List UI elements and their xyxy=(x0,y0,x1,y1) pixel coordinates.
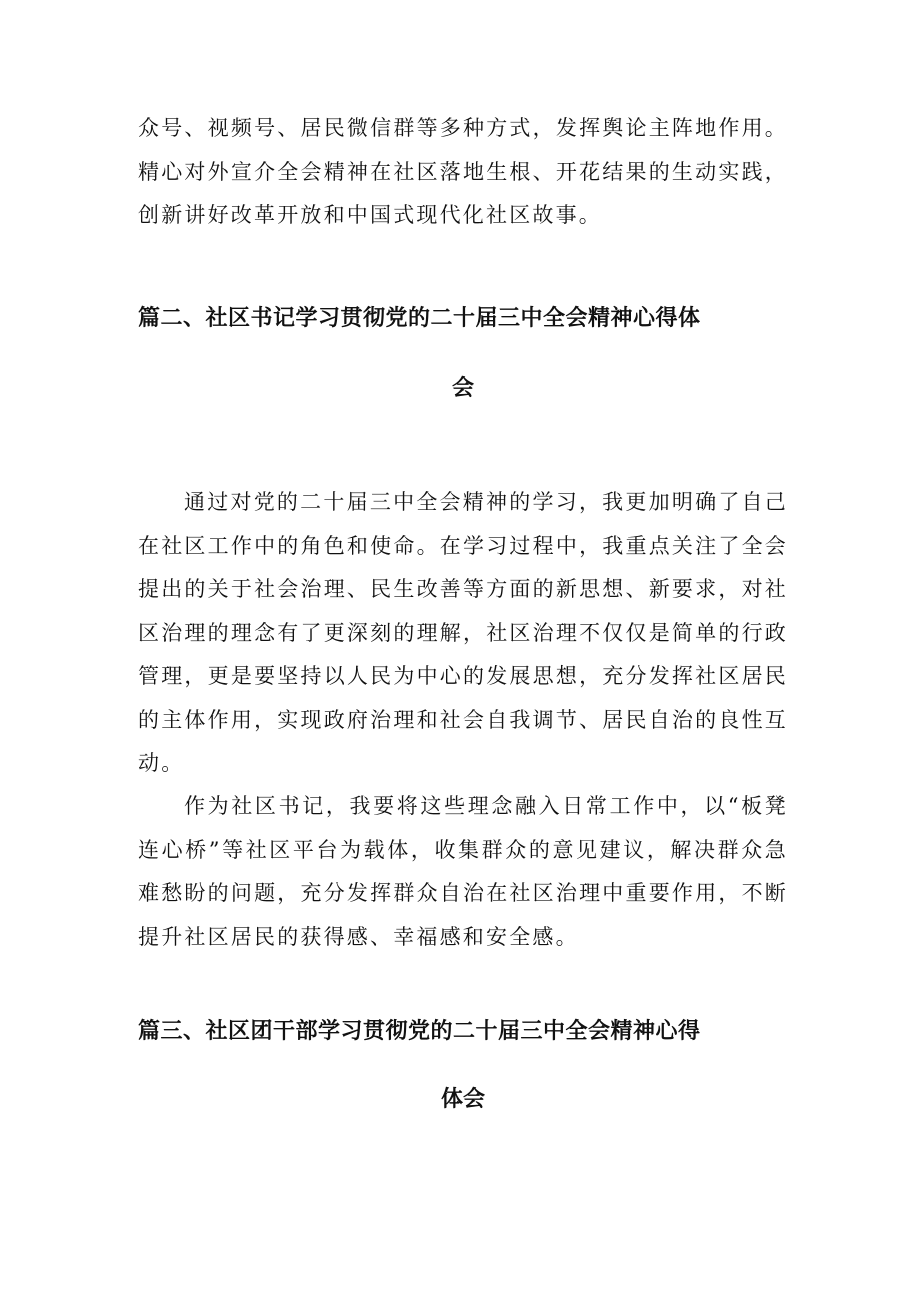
section2-paragraph-2: 作为社区书记，我要将这些理念融入日常工作中，以“板凳连心桥”等社区平台为载体，收集群众的意见建议，解决群众急难愁盼的问题，充分发挥群众自治在社区治理中重要作用，不断提升社区居民的获得感、幸福感和安全感。 xyxy=(138,794,788,949)
section2-title-continuation: 会 xyxy=(451,376,474,401)
top-paragraph: 众号、视频号、居民微信群等多种方式，发挥舆论主阵地作用。精心对外宣介全会精神在社区落地生根、开花结果的生动实践，创新讲好改革开放和中国式现代化社区故事。 xyxy=(138,116,788,227)
section2-title: 篇二、社区书记学习贯彻党的二十届三中全会精神心得体 xyxy=(138,306,701,331)
section2-paragraph-1: 通过对党的二十届三中全会精神的学习，我更加明确了自己在社区工作中的角色和使命。在学习过程中，我重点关注了全会提出的关于社会治理、民生改善等方面的新思想、新要求，对社区治理的理念有了更深刻的理解，社区治理不仅仅是简单的行政管理，更是要坚持以人民为中心的发展思想，充分发挥社区居民的主体作用，实现政府治理和社会自我调节、居民自治的良性互动。 xyxy=(138,490,788,775)
section3-title: 篇三、社区团干部学习贯彻党的二十届三中全会精神心得 xyxy=(138,1019,701,1044)
section3-title-continuation: 体会 xyxy=(440,1087,485,1112)
